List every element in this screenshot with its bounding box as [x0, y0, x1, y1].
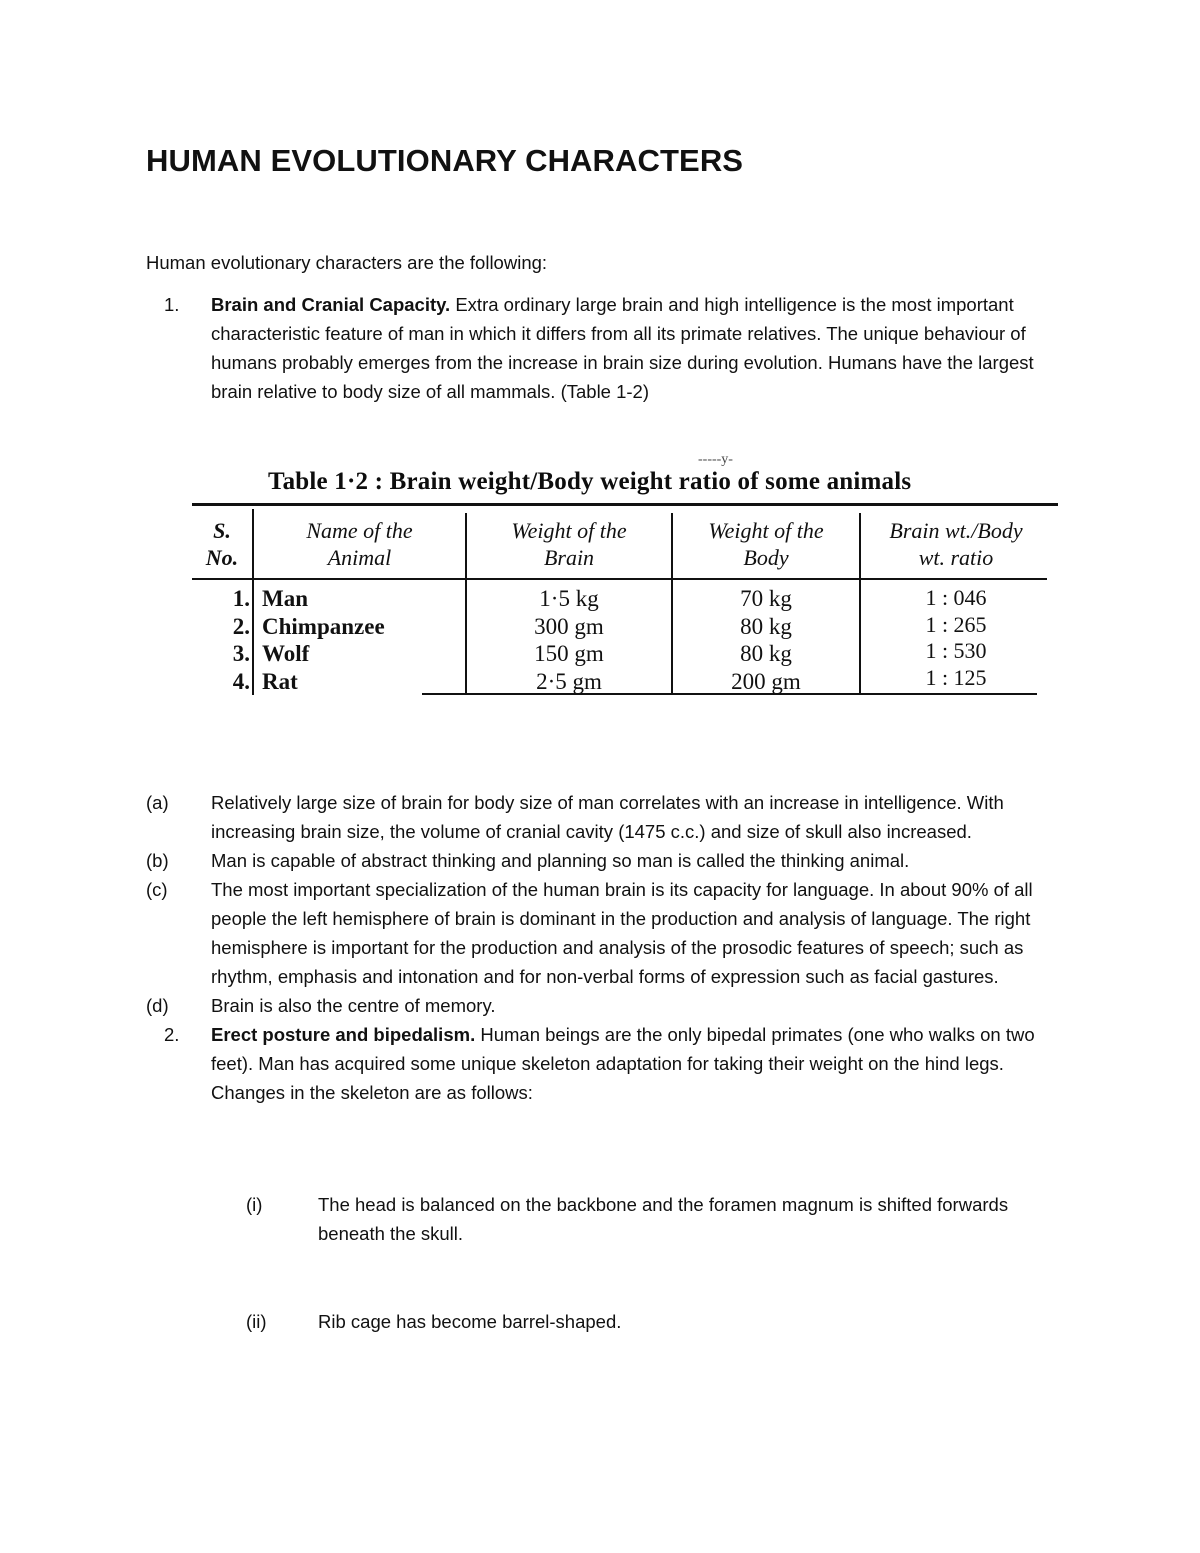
sub-item-c	[146, 875, 1066, 991]
header-name: Name of the Animal	[306, 518, 413, 570]
header-sno: S. No.	[205, 518, 239, 570]
table-cell: Man	[262, 586, 308, 611]
header-brain-weight: Weight of the Brain	[511, 518, 627, 570]
table-cell: 1·5 kg	[539, 586, 599, 611]
sub-item-a	[146, 788, 1066, 846]
table-cell: 80 kg	[740, 641, 792, 666]
item-number: 1.	[164, 294, 180, 315]
roman-item-label: (ii)	[246, 1311, 267, 1332]
roman-item-ii	[246, 1307, 1066, 1336]
roman-item-i	[246, 1190, 1066, 1248]
header-body-weight: Weight of the Body	[708, 518, 824, 570]
sub-item-text: Relatively large size of brain for body size of man correlates with an increase in intelligence. With increasing brain size, the volume of cranial cavity (1475 c.c.) and size of skull also increased.	[211, 792, 1004, 842]
intro-text: Human evolutionary characters are the following:	[146, 252, 548, 273]
sub-item-label: (c)	[146, 879, 168, 900]
table-cell: 300 gm	[534, 613, 604, 639]
sub-item-text: The most important specialization of the human brain is its capacity for language. In about 90% of all people the left hemisphere of brain is dominant in the production and analysis of language. The right hemisphere is important for the production and analysis of the prosodic features of speech; such as rhythm, emphasis and intonation and for non-verbal forms of expression such as facial gastures.	[211, 879, 1033, 987]
roman-item-text: Rib cage has become barrel-shaped.	[318, 1311, 622, 1332]
column-brain-weight	[467, 585, 671, 695]
table-cell: 3.	[232, 641, 250, 666]
table-cell: 1 : 046	[925, 585, 987, 610]
sub-item-label: (a)	[146, 792, 169, 813]
table-cell: 4.	[232, 668, 250, 694]
table-cell: 1 : 265	[925, 611, 987, 637]
roman-item-text: The head is balanced on the backbone and the foramen magnum is shifted forwards beneath the skull.	[318, 1194, 1009, 1244]
roman-item-label: (i)	[246, 1194, 263, 1215]
column-body-weight	[673, 585, 859, 695]
table-caption: Table 1·2 : Brain weight/Body weight ratio of some animals	[268, 468, 912, 495]
list-item	[146, 290, 1066, 406]
sub-item-text: Brain is also the centre of memory.	[211, 995, 496, 1016]
table-cell: 1 : 530	[925, 638, 987, 663]
table-cell: Chimpanzee	[262, 613, 385, 639]
table-cell: 1 : 125	[925, 664, 987, 690]
list-item	[146, 1020, 1066, 1107]
column-name	[262, 585, 462, 695]
table-cell: 70 kg	[740, 586, 792, 611]
item-number: 2.	[164, 1024, 180, 1045]
table-cell: Rat	[262, 668, 298, 694]
sub-item-label: (d)	[146, 995, 169, 1016]
item-1-block	[146, 290, 1066, 406]
column-sno	[198, 585, 250, 695]
table-cell: 1.	[232, 586, 250, 611]
table-cell: 200 gm	[731, 668, 801, 694]
page-title: HUMAN EVOLUTIONARY CHARACTERS	[146, 143, 744, 178]
column-ratio	[861, 585, 1051, 691]
table-cell: Wolf	[262, 641, 310, 666]
sub-item-b	[146, 846, 1066, 875]
table-top-rule	[192, 503, 1058, 506]
item-heading: Brain and Cranial Capacity.	[211, 294, 451, 315]
sub-item-d	[146, 991, 1066, 1020]
item-text: Human beings are the only bipedal primates (one who walks on two feet). Man has acquired some unique skeleton adaptation for taking their weight on the hind legs. Changes in the skeleton are as follows:	[211, 1024, 1035, 1103]
table-header-rule	[192, 578, 1047, 580]
table-cell: 2·5 gm	[536, 668, 602, 694]
sub-item-label: (b)	[146, 850, 169, 871]
header-ratio: Brain wt./Body wt. ratio	[889, 518, 1023, 570]
item-text: Extra ordinary large brain and high intelligence is the most important characteristic feature of man in which it differs from all its primate relatives. The unique behaviour of humans probably emerges from the increase in brain size during evolution. Humans have the largest brain relative to body size of all mammals. (Table 1-2)	[211, 294, 1034, 402]
table-cell: 80 kg	[740, 613, 792, 639]
item-heading: Erect posture and bipedalism.	[211, 1024, 476, 1045]
sub-item-text: Man is capable of abstract thinking and planning so man is called the thinking animal.	[211, 850, 910, 871]
scan-mark: -----y-	[698, 452, 733, 467]
table-cell: 2.	[232, 613, 250, 639]
table-cell: 150 gm	[534, 641, 604, 666]
brain-body-ratio-table	[192, 503, 1058, 699]
sub-items-block	[146, 788, 1066, 1107]
